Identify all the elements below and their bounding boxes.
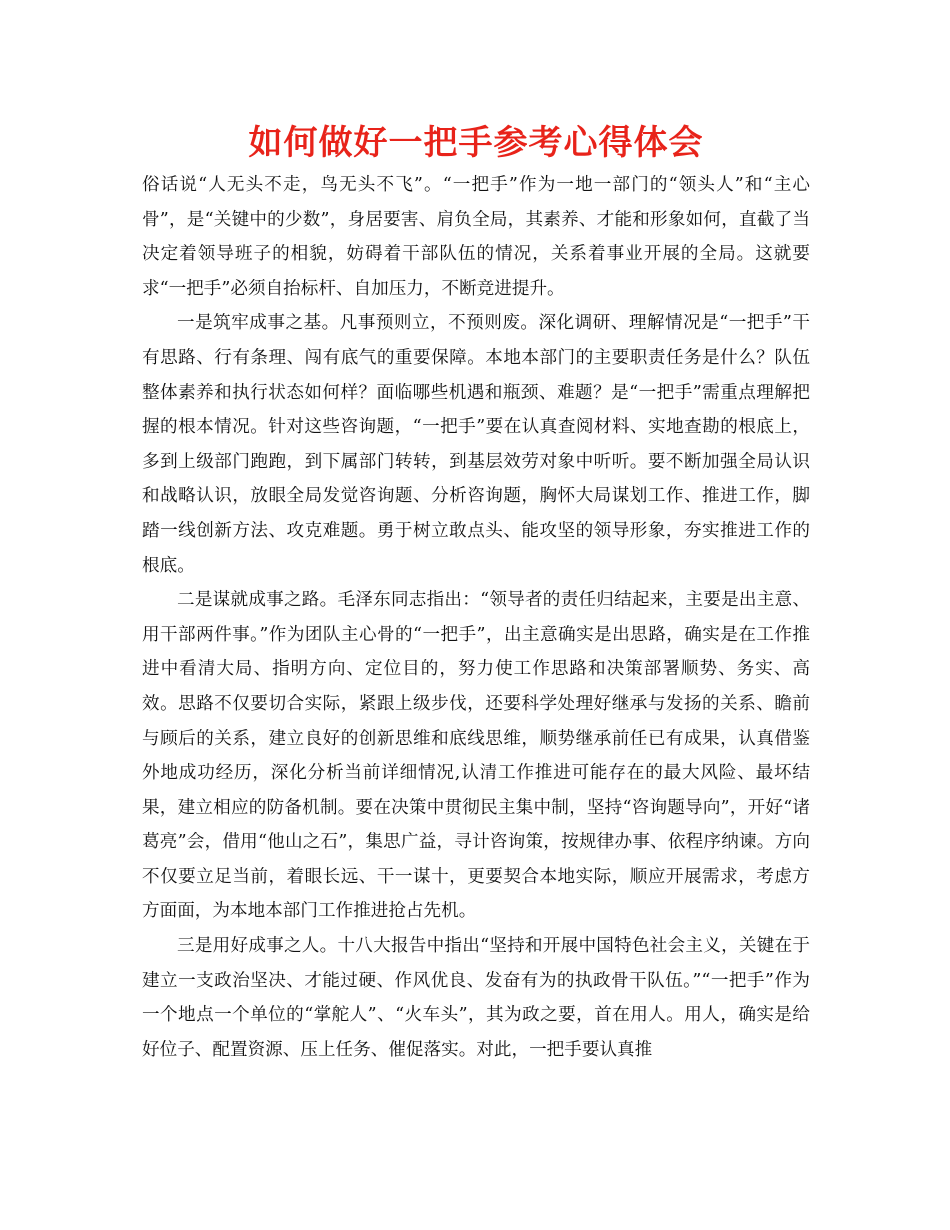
paragraph-section-2: 二是谋就成事之路。毛泽东同志指出：“领导者的责任归结起来，主要是出主意、用干部两件事。”作为团队主心骨的“一把手”，出主意确实是出思路，确实是在工作推进中看清大局、指明方向、定位目的，努力使工作思路和决策部署顺势、务实、高效。思路不仅要切合实际，紧跟上级步伐，还要科学处理好继承与发扬的关系、瞻前与顾后的关系，建立良好的创新思维和底线思维，顺势继承前任已有成果，认真借鉴外地成功经历，深化分析当前详细情况,认清工作推进可能存在的最大风险、最坏结果，建立相应的防备机制。要在决策中贯彻民主集中制，坚持“咨询题导向”，开好“诸葛亮”会，借用“他山之石”，集思广益，寻计咨询策，按规律办事、依程序纳谏。方向不仅要立足当前，着眼长远、干一谋十，更要契合本地实际，顺应开展需求，考虑方方面面，为本地本部门工作推进抢占先机。 [142,590,810,922]
paragraph-section-1: 一是筑牢成事之基。凡事预则立，不预则废。深化调研、理解情况是“一把手”干有思路、行有条理、闯有底气的重要保障。本地本部门的主要职责任务是什么？队伍整体素养和执行状态如何样？面临哪些机遇和瓶颈、难题？是“一把手”需重点理解把握的根本情况。针对这些咨询题，“一把手”要在认真查阅材料、实地查勘的根底上，多到上级部门跑跑，到下属部门转转，到基层效劳对象中听听。要不断加强全局认识和战略认识，放眼全局发觉咨询题、分析咨询题，胸怀大局谋划工作、推进工作，脚踏一线创新方法、攻克难题。勇于树立敢点头、能攻坚的领导形象，夯实推进工作的根底。 [142,313,810,576]
paragraph-section-3: 三是用好成事之人。十八大报告中指出“坚持和开展中国特色社会主义，关键在于建立一支政治坚决、才能过硬、作风优良、发奋有为的执政骨干队伍。”“一把手”作为一个地点一个单位的“掌舵人”、“火车头”，其为政之要，首在用人。用人，确实是给好位子、配置资源、压上任务、催促落实。对此，一把手要认真推 [142,936,810,1060]
paragraph-intro: 俗话说“人无头不走，鸟无头不飞”。“一把手”作为一地一部门的“领头人”和“主心骨”，是“关键中的少数”，身居要害、肩负全局，其素养、才能和形象如何，直截了当决定着领导班子的相貌，妨碍着干部队伍的情况，关系着事业开展的全局。这就要求“一把手”必须自抬标杆、自加压力，不断竞进提升。 [142,175,810,299]
document-title: 如何做好一把手参考心得体会 [248,123,704,163]
document-page [142,118,810,1067]
